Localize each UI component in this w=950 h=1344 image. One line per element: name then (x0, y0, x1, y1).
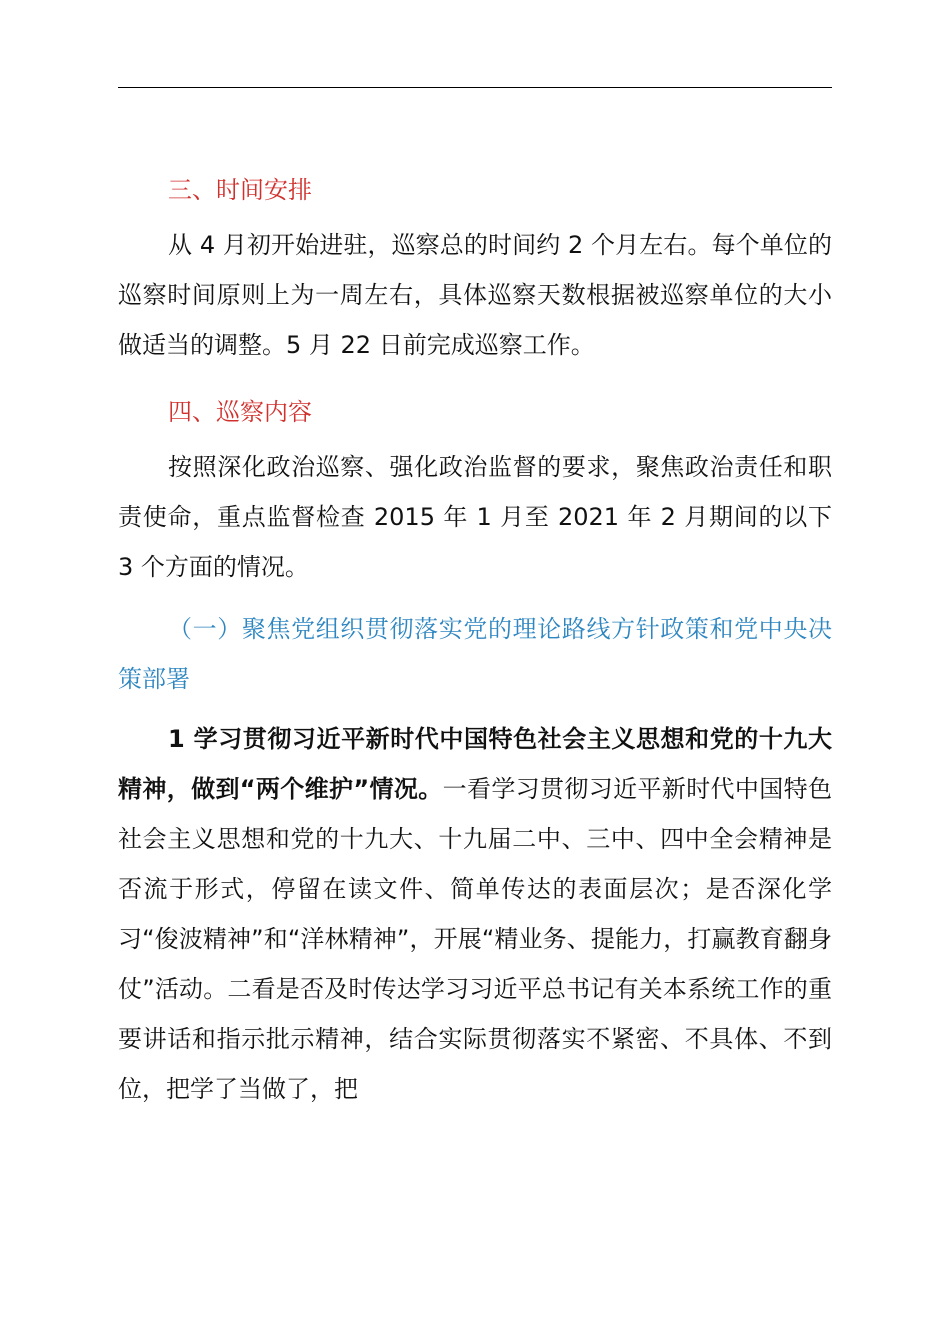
subsection-1-heading: （一）聚焦党组织贯彻落实党的理论路线方针政策和党中央决策部署 (118, 615, 832, 693)
section-3-paragraph: 从 4 月初开始进驻，巡察总的时间约 2 个月左右。每个单位的巡察时间原则上为一周左右，具体巡察天数根据被巡察单位的大小做适当的调整。5 月 22 日前完成巡察工作。 (118, 231, 832, 359)
item-1-paragraph (118, 714, 832, 1114)
section-3-heading: 三、时间安排 (168, 176, 312, 204)
section-4-heading: 四、巡察内容 (168, 398, 312, 426)
header-rule (118, 87, 832, 88)
document-body (118, 160, 840, 1114)
item-1-text: 一看学习贯彻习近平新时代中国特色社会主义思想和党的十九大、十九届二中、三中、四中全会精神是否流于形式，停留在读文件、简单传达的表面层次；是否深化学习“俊波精神”和“洋林精神”，开展“精业务、提能力，打赢教育翻身仗”活动。二看是否及时传达学习习近平总书记有关本系统工作的重要讲话和指示批示精神，结合实际贯彻落实不紧密、不具体、不到位，把学了当做了，把 (118, 775, 832, 1103)
item-1-lead: 1 学习贯彻习近平新时代中国特色社会主义思想和党的十九大精神，做到“两个维护”情况。 (118, 725, 832, 803)
section-4-paragraph: 按照深化政治巡察、强化政治监督的要求，聚焦政治责任和职责使命，重点监督检查 2015 年 1 月至 2021 年 2 月期间的以下 3 个方面的情况。 (118, 453, 840, 581)
